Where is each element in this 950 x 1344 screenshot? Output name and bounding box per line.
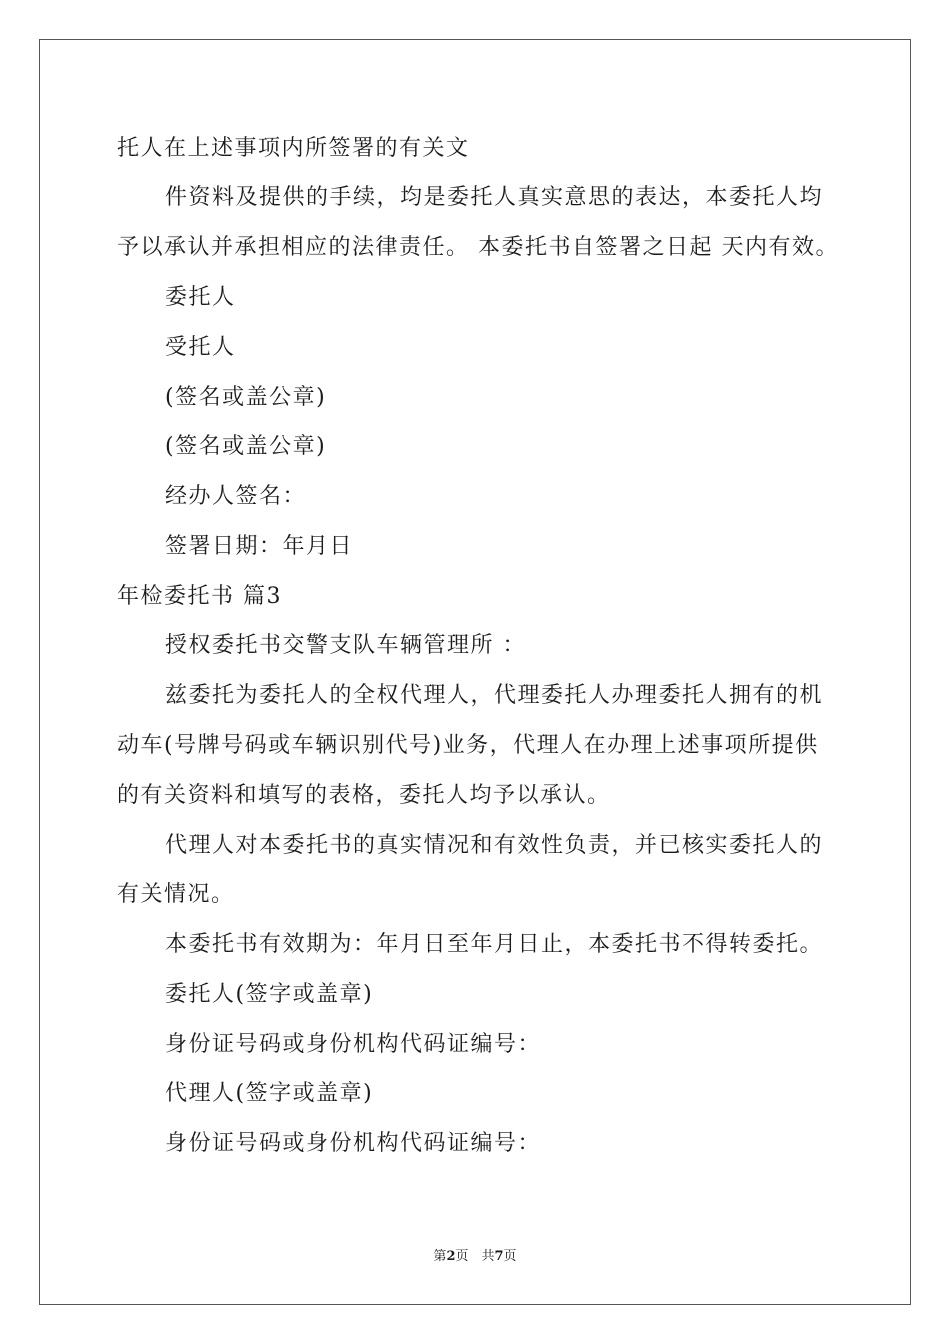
section-heading: 年检委托书 篇3 bbox=[117, 584, 282, 609]
text-line: 代理人(签字或盖章) bbox=[165, 1081, 374, 1106]
text-line: 代理人对本委托书的真实情况和有效性负责，并已核实委托人的 bbox=[165, 833, 824, 858]
page-border bbox=[39, 39, 911, 1305]
page-mid: 页 共 bbox=[455, 1249, 495, 1264]
total-page-number: 7 bbox=[494, 1249, 504, 1264]
page-prefix: 第 bbox=[433, 1249, 447, 1264]
text-line: 签署日期：年月日 bbox=[165, 534, 354, 559]
text-line: 委托人 bbox=[165, 285, 236, 310]
text-line: 经办人签名： bbox=[165, 484, 307, 509]
text-line: 托人在上述事项内所签署的有关文 bbox=[117, 136, 470, 161]
current-page-number: 2 bbox=[446, 1249, 456, 1264]
page-suffix: 页 bbox=[503, 1249, 517, 1264]
text-line: 有关情况。 bbox=[117, 882, 235, 907]
text-line: 委托人(签字或盖章) bbox=[165, 982, 374, 1007]
text-line: 兹委托为委托人的全权代理人，代理委托人办理委托人拥有的机 bbox=[165, 683, 824, 708]
text-line: 身份证号码或身份机构代码证编号： bbox=[165, 1131, 542, 1156]
text-line: 受托人 bbox=[165, 335, 236, 360]
text-line: 授权委托书交警支队车辆管理所 ： bbox=[165, 633, 526, 658]
text-line: (签名或盖公章) bbox=[165, 385, 327, 410]
text-line: 的有关资料和填写的表格，委托人均予以承认。 bbox=[117, 783, 611, 808]
text-line: 件资料及提供的手续，均是委托人真实意思的表达，本委托人均 bbox=[165, 185, 824, 210]
text-line: 身份证号码或身份机构代码证编号： bbox=[165, 1032, 542, 1057]
text-line: 本委托书有效期为：年月日至年月日止，本委托书不得转委托。 bbox=[165, 932, 824, 957]
page-footer bbox=[0, 1248, 950, 1266]
text-line: (签名或盖公章) bbox=[165, 434, 327, 459]
text-line: 予以承认并承担相应的法律责任。 本委托书自签署之日起 天内有效。 bbox=[117, 235, 839, 260]
text-line: 动车(号牌号码或车辆识别代号)业务，代理人在办理上述事项所提供 bbox=[117, 733, 819, 758]
